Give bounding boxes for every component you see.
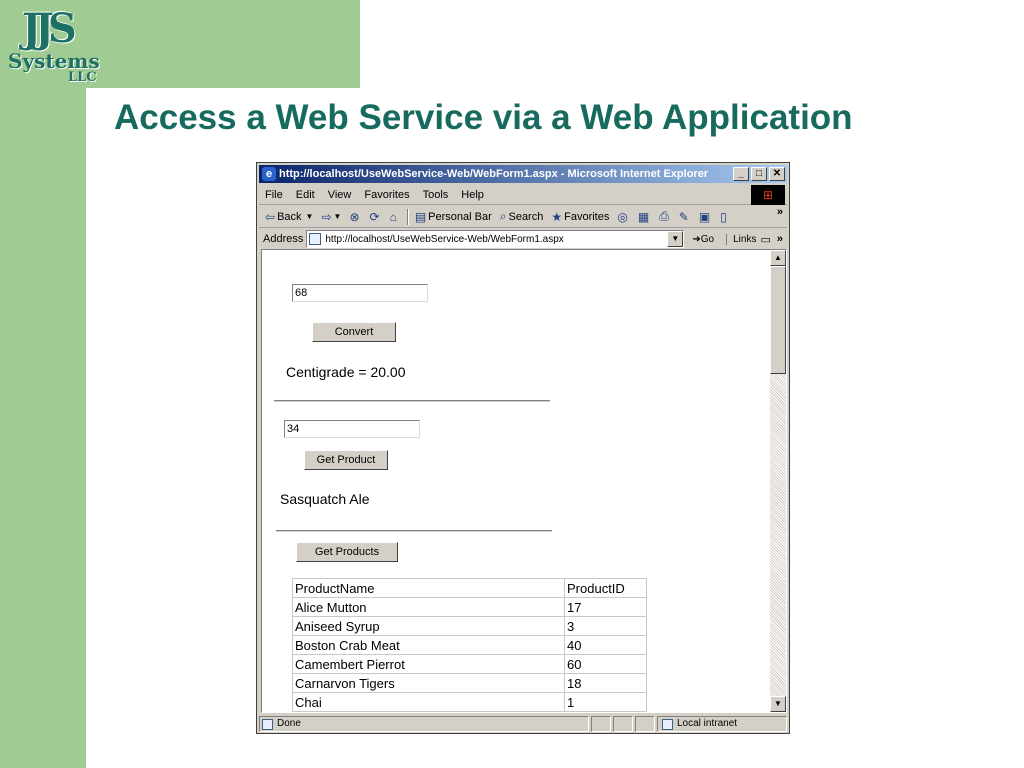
product-id-cell: 60: [565, 655, 647, 674]
toolbar-chevron-icon[interactable]: »: [776, 206, 783, 218]
vertical-scrollbar[interactable]: [770, 250, 786, 712]
product-id-cell: 17: [565, 598, 647, 617]
personal-bar-label: Personal Bar: [428, 210, 492, 223]
status-bar: [259, 715, 787, 733]
messenger-button[interactable]: [720, 210, 729, 224]
logo-llc: LLC: [68, 70, 97, 85]
product-name-cell: Aniseed Syrup: [293, 617, 565, 636]
links-chevron-icon[interactable]: »: [776, 233, 783, 245]
menu-file[interactable]: File: [265, 188, 283, 201]
convert-button[interactable]: Convert: [312, 322, 396, 342]
history-icon: ▦: [637, 209, 650, 224]
status-main: [259, 716, 589, 732]
product-id-cell: 3: [565, 617, 647, 636]
home-icon: ⌂: [389, 209, 397, 224]
minimize-button[interactable]: _: [733, 167, 749, 181]
scroll-thumb[interactable]: [770, 266, 786, 374]
product-name-cell: Alice Mutton: [293, 598, 565, 617]
zone-label: Local intranet: [677, 718, 738, 729]
page-content: [261, 249, 787, 713]
product-id-cell: 1: [565, 693, 647, 712]
column-header-productid: ProductID: [565, 579, 647, 598]
menu-view[interactable]: View: [327, 188, 352, 201]
favorites-button[interactable]: [551, 210, 609, 224]
scroll-down-icon[interactable]: ▼: [770, 696, 786, 712]
search-button[interactable]: [500, 209, 544, 224]
messenger-icon: ▯: [720, 209, 727, 224]
media-button[interactable]: [617, 210, 629, 224]
logo-jjs: JJS: [22, 5, 71, 52]
table-row: [293, 598, 647, 617]
table-row: [293, 636, 647, 655]
slide-title: Access a Web Service via a Web Application: [114, 98, 853, 137]
forward-button[interactable]: ⇨ ▼: [321, 209, 342, 224]
back-button[interactable]: ⇦ Back ▼: [265, 209, 314, 224]
status-text: Done: [277, 718, 301, 729]
address-value: http://localhost/UseWebService-Web/WebForm1.aspx: [325, 233, 564, 245]
divider-1: [274, 400, 550, 403]
browser-titlebar[interactable]: [259, 165, 787, 183]
menu-bar: [259, 185, 787, 205]
table-header-row: [293, 579, 647, 598]
product-name-cell: Camembert Pierrot: [293, 655, 565, 674]
green-sidebar: [0, 0, 86, 768]
product-name-cell: Carnarvon Tigers: [293, 674, 565, 693]
print-icon: ⎙: [659, 209, 669, 223]
close-button[interactable]: ✕: [769, 167, 785, 181]
menu-help[interactable]: Help: [461, 188, 484, 201]
divider-2: [276, 530, 552, 533]
window-title: http://localhost/UseWebService-Web/WebForm1.aspx - Microsoft Internet Explorer: [279, 168, 709, 180]
go-label: Go: [700, 233, 715, 245]
status-cell: [591, 716, 611, 732]
ie-icon: e: [262, 167, 276, 181]
search-label: Search: [508, 210, 544, 223]
address-label: Address: [263, 233, 304, 245]
back-label: Back: [277, 210, 302, 223]
windows-logo-icon: ⊞: [751, 185, 785, 205]
media-icon: ◎: [617, 209, 628, 224]
logo-systems: Systems: [8, 49, 100, 73]
product-id-cell: 40: [565, 636, 647, 655]
history-button[interactable]: [638, 210, 651, 224]
refresh-icon: ⟳: [369, 209, 380, 224]
favorites-icon: ★: [551, 209, 563, 224]
product-name-cell: Boston Crab Meat: [293, 636, 565, 655]
table-row: [293, 617, 647, 636]
links-button[interactable]: Links: [726, 234, 756, 245]
stop-button[interactable]: [349, 210, 361, 224]
get-products-button[interactable]: Get Products: [296, 542, 398, 562]
personal-bar-icon: ▤: [414, 209, 427, 224]
discuss-button[interactable]: [699, 210, 712, 224]
forward-arrow-icon: ⇨: [321, 209, 332, 224]
temperature-input[interactable]: 68: [292, 284, 428, 302]
refresh-button[interactable]: [370, 210, 382, 224]
folder-icon: ▭: [760, 233, 771, 246]
edit-button[interactable]: [679, 210, 691, 224]
product-name-result: Sasquatch Ale: [280, 491, 370, 507]
print-button[interactable]: [659, 209, 671, 224]
toolbar-separator: [407, 209, 409, 225]
intranet-icon: [662, 719, 673, 730]
discuss-icon: ▣: [698, 209, 711, 224]
back-arrow-icon: ⇦: [265, 209, 276, 224]
menu-edit[interactable]: Edit: [295, 188, 315, 201]
search-icon: ⌕: [499, 209, 507, 223]
company-logo: [6, 4, 114, 90]
maximize-button[interactable]: □: [751, 167, 767, 181]
product-id-input[interactable]: 34: [284, 420, 420, 438]
scroll-up-icon[interactable]: ▲: [770, 250, 786, 266]
status-cell: [613, 716, 633, 732]
go-button[interactable]: [692, 234, 714, 245]
browser-window: [256, 162, 790, 734]
menu-tools[interactable]: Tools: [422, 188, 449, 201]
product-name-cell: Chai: [293, 693, 565, 712]
address-dropdown-icon[interactable]: ▼: [667, 231, 683, 247]
edit-icon: ✎: [678, 209, 689, 224]
status-zone: [657, 716, 787, 732]
product-id-cell: 18: [565, 674, 647, 693]
stop-icon: ⊗: [349, 209, 360, 224]
column-header-productname: ProductName: [293, 579, 565, 598]
address-input[interactable]: [306, 230, 684, 248]
menu-favorites[interactable]: Favorites: [364, 188, 410, 201]
products-table: [292, 578, 647, 712]
home-button[interactable]: [390, 210, 399, 224]
conversion-result: Centigrade = 20.00: [286, 364, 406, 380]
address-bar: [259, 229, 787, 249]
table-row: [293, 655, 647, 674]
personal-bar-button[interactable]: [415, 210, 492, 224]
table-row: [293, 674, 647, 693]
get-product-button[interactable]: Get Product: [304, 450, 388, 470]
status-cell: [635, 716, 655, 732]
favorites-label: Favorites: [564, 210, 610, 223]
toolbar: [259, 206, 787, 228]
page-done-icon: [262, 719, 273, 730]
table-row: [293, 693, 647, 712]
page-icon: [309, 233, 321, 245]
go-arrow-icon: ➜: [692, 233, 701, 245]
